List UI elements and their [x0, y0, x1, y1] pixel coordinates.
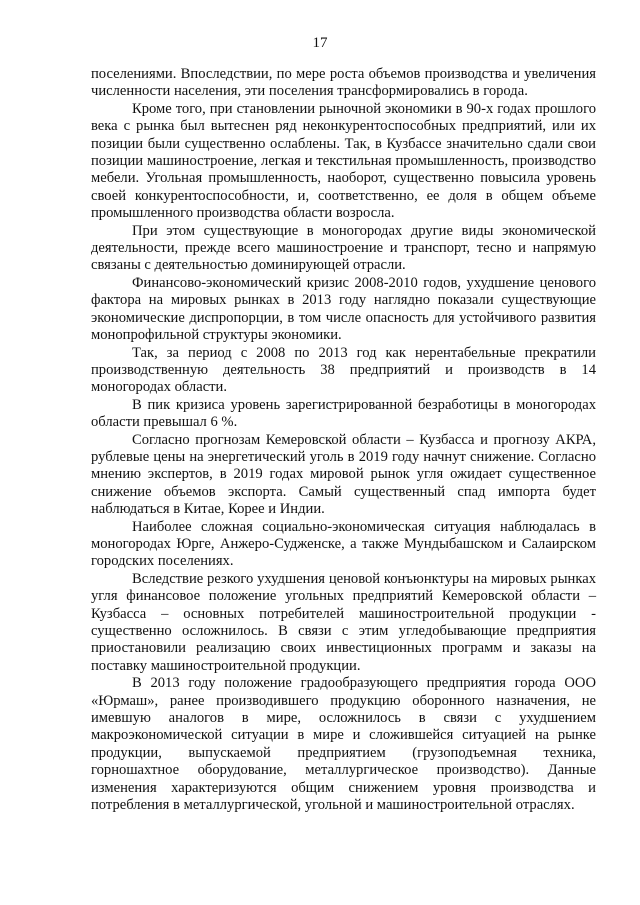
paragraph: Согласно прогнозам Кемеровской области – Кузбасса и прогнозу АКРА, рублевые цены на энергетический уголь в 2019 году начнут снижение. Согласно мнению экспертов, в 2019 годах мировой рынок угля ожидает существенное снижение объемов экспорта. Самый существенный спад импорта будет наблюдаться в Китае, Корее и Индии.	[91, 431, 596, 518]
paragraph: В пик кризиса уровень зарегистрированной безработицы в моногородах области превышал 6 %.	[91, 396, 596, 431]
paragraph: Финансово-экономический кризис 2008-2010 годов, ухудшение ценового фактора на мировых рынках в 2013 году наглядно показали существующие экономические диспропорции, в том числе опасность для устойчивого развития монопрофильной структуры экономики.	[91, 274, 596, 344]
document-body	[91, 66, 596, 814]
paragraph-continuation: поселениями. Впоследствии, по мере роста объемов производства и увеличения численности населения, эти поселения трансформировались в города.	[91, 66, 596, 100]
paragraph: При этом существующие в моногородах другие виды экономической деятельности, прежде всего машиностроение и транспорт, тесно и напрямую связаны с деятельностью доминирующей отрасли.	[91, 222, 596, 274]
paragraph: Наиболее сложная социально-экономическая ситуация наблюдалась в моногородах Юрге, Анжеро-Судженске, а также Мундыбашском и Салаирском городских поселениях.	[91, 518, 596, 570]
paragraph: Кроме того, при становлении рыночной экономики в 90-х годах прошлого века с рынка был вытеснен ряд неконкурентоспособных предприятий, или их позиции были существенно ослаблены. Так, в Кузбассе значительно сдали свои позиции машиностроение, легкая и текстильная промышленность, производство мебели. Угольная промышленность, наоборот, существенно повысила уровень своей конкурентоспособности, и, соответственно, ее доля в общем объеме промышленного производства области возросла.	[91, 100, 596, 222]
paragraph: Вследствие резкого ухудшения ценовой конъюнктуры на мировых рынках угля финансовое положение угольных предприятий Кемеровской области – Кузбасса – основных потребителей машиностроительной продукции - существенно осложнилось. В связи с этим угледобывающие предприятия приостановили реализацию своих инвестиционных программ и заказы на поставку машиностроительной продукции.	[91, 570, 596, 674]
paragraph: В 2013 году положение градообразующего предприятия города ООО «Юрмаш», ранее производившего продукцию оборонного назначения, не имевшую аналогов в мире, осложнилось в связи с ухудшением макроэкономической ситуации в мире и сложившейся ситуацией на рынке продукции, выпускаемой предприятием (грузоподъемная техника, горношахтное оборудование, металлургическое производство). Данные изменения характеризуются общим снижением уровня производства и потребления в металлургической, угольной и машиностроительной отраслях.	[91, 675, 596, 814]
page-number: 17	[312, 35, 328, 51]
paragraph: Так, за период с 2008 по 2013 год как нерентабельные прекратили производственную деятельность 38 предприятий и производств в 14 моногородах области.	[91, 344, 596, 396]
